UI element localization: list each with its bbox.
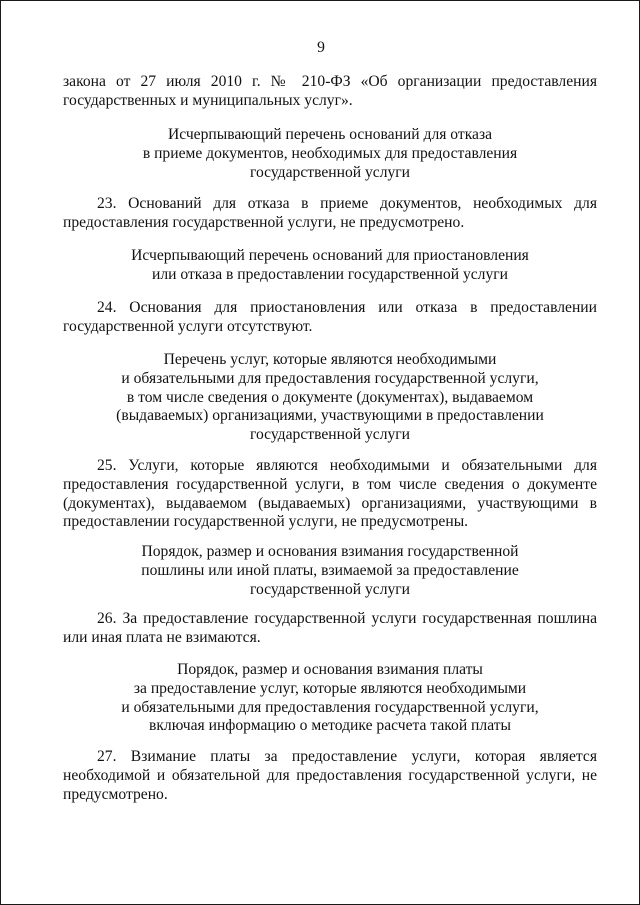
paragraph-23: 23. Оснований для отказа в приеме документов, необходимых для предоставления государственной услуги, не предусмотрено. <box>63 195 597 231</box>
heading-line: за предоставление услуг, которые являются необходимыми <box>133 679 527 697</box>
paragraph-24: 24. Основания для приостановления или отказа в предоставлении государственной услуги отсутствуют. <box>63 299 597 335</box>
heading-line: включая информацию о методике расчета такой платы <box>148 717 511 735</box>
section-heading-27 <box>63 661 597 736</box>
heading-line: Исчерпывающий перечень оснований для отказа <box>167 126 493 143</box>
section-heading-25 <box>63 351 597 445</box>
heading-line: государственной услуги <box>249 426 411 444</box>
heading-line: государственной услуги <box>249 580 411 598</box>
paragraph-27: 27. Взимание платы за предоставление услуги, которая является необходимой и обязательной для предоставления государственной услуги, не предусмотрено. <box>63 748 597 803</box>
section-heading-26 <box>63 543 597 599</box>
intro-paragraph: закона от 27 июля 2010 г. № 210-ФЗ «Об организации предоставления государственных и муниципальных услуг». <box>63 73 597 109</box>
heading-line: пошлины или иной платы, взимаемой за предоставление <box>141 561 519 579</box>
paragraph-25: 25. Услуги, которые являются необходимыми и обязательными для предоставления государственной услуги, в том числе сведения о документе (документах), выдаваемом (выдаваемых) организациями, участвующими в предоставлении государственной услуги, не предусмотрены. <box>63 457 597 531</box>
heading-line: Порядок, размер и основания взимания государственной <box>141 543 519 560</box>
section-heading-23 <box>63 126 597 182</box>
heading-line: в приеме документов, необходимых для предоставления <box>142 144 518 162</box>
heading-line: государственной услуги <box>249 163 411 181</box>
paragraph-26: 26. За предоставление государственной услуги государственная пошлина или иная плата не взимаются. <box>63 610 597 646</box>
heading-line: и обязательными для предоставления государственной услуги, <box>121 369 539 387</box>
heading-line: Перечень услуг, которые являются необходимыми <box>163 351 497 368</box>
page-number: 9 <box>317 39 325 56</box>
heading-line: в том числе сведения о документе (документах), выдаваемом <box>126 388 534 406</box>
section-heading-24 <box>63 247 597 285</box>
heading-line: Порядок, размер и основания взимания платы <box>177 661 483 678</box>
heading-line: Исчерпывающий перечень оснований для приостановления <box>131 247 529 264</box>
heading-line: и обязательными для предоставления государственной услуги, <box>121 698 539 716</box>
heading-line: или отказа в предоставлении государственной услуги <box>152 265 508 283</box>
heading-line: (выдаваемых) организациями, участвующими в предоставлении <box>116 407 544 425</box>
